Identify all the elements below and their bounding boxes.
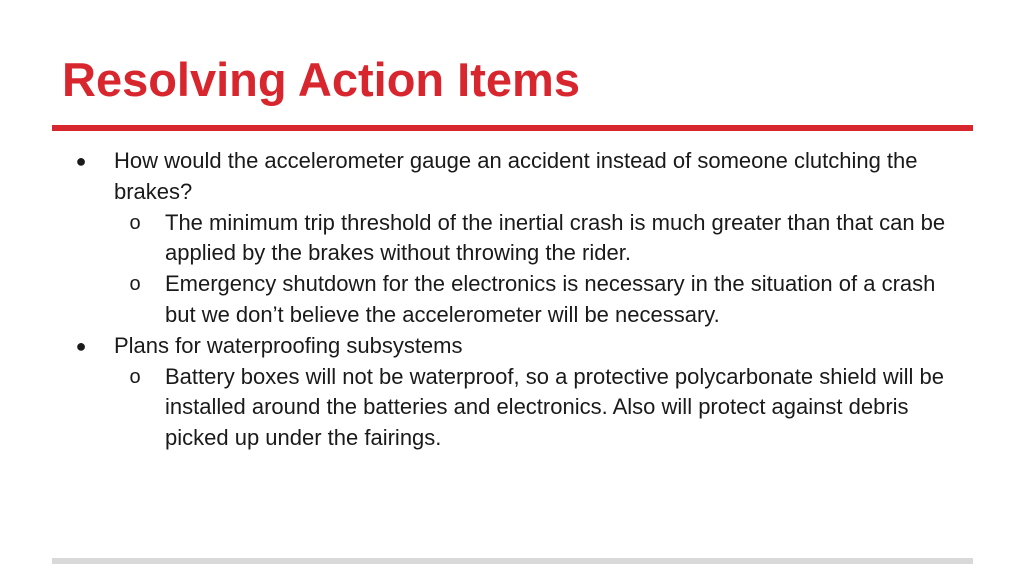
bullet-item <box>70 146 950 331</box>
sub-bullet-list <box>114 362 950 454</box>
footer-divider <box>52 558 973 564</box>
title-underline <box>52 125 973 131</box>
sub-bullet-list <box>114 208 950 331</box>
sub-bullet-item <box>114 269 950 331</box>
bullet-list <box>70 146 950 454</box>
bullet-text: Plans for waterproofing subsystems <box>114 332 463 358</box>
bullet-text: How would the accelerometer gauge an accident instead of someone clutching the brakes? <box>114 148 918 204</box>
bullet-dot-icon: ● <box>75 151 87 171</box>
sub-bullet-text: Emergency shutdown for the electronics is necessary in the situation of a crash but we don’t believe the accelerometer will be necessary. <box>165 271 936 327</box>
sub-bullet-circle-icon: o <box>129 365 141 388</box>
sub-bullet-text: The minimum trip threshold of the inertial crash is much greater than that can be applied by the brakes without throwing the rider. <box>165 209 946 266</box>
bullet-item <box>70 331 950 454</box>
bullet-dot-icon: ● <box>75 335 87 356</box>
sub-bullet-item <box>114 362 950 454</box>
sub-bullet-item <box>114 208 950 270</box>
slide-title: Resolving Action Items <box>62 53 580 106</box>
sub-bullet-text: Battery boxes will not be waterproof, so a protective polycarbonate shield will be installed around the batteries and electronics. Also will protect against debris picked up under the fairings. <box>165 363 944 451</box>
sub-bullet-circle-icon: o <box>129 273 141 296</box>
sub-bullet-circle-icon: o <box>129 211 141 234</box>
